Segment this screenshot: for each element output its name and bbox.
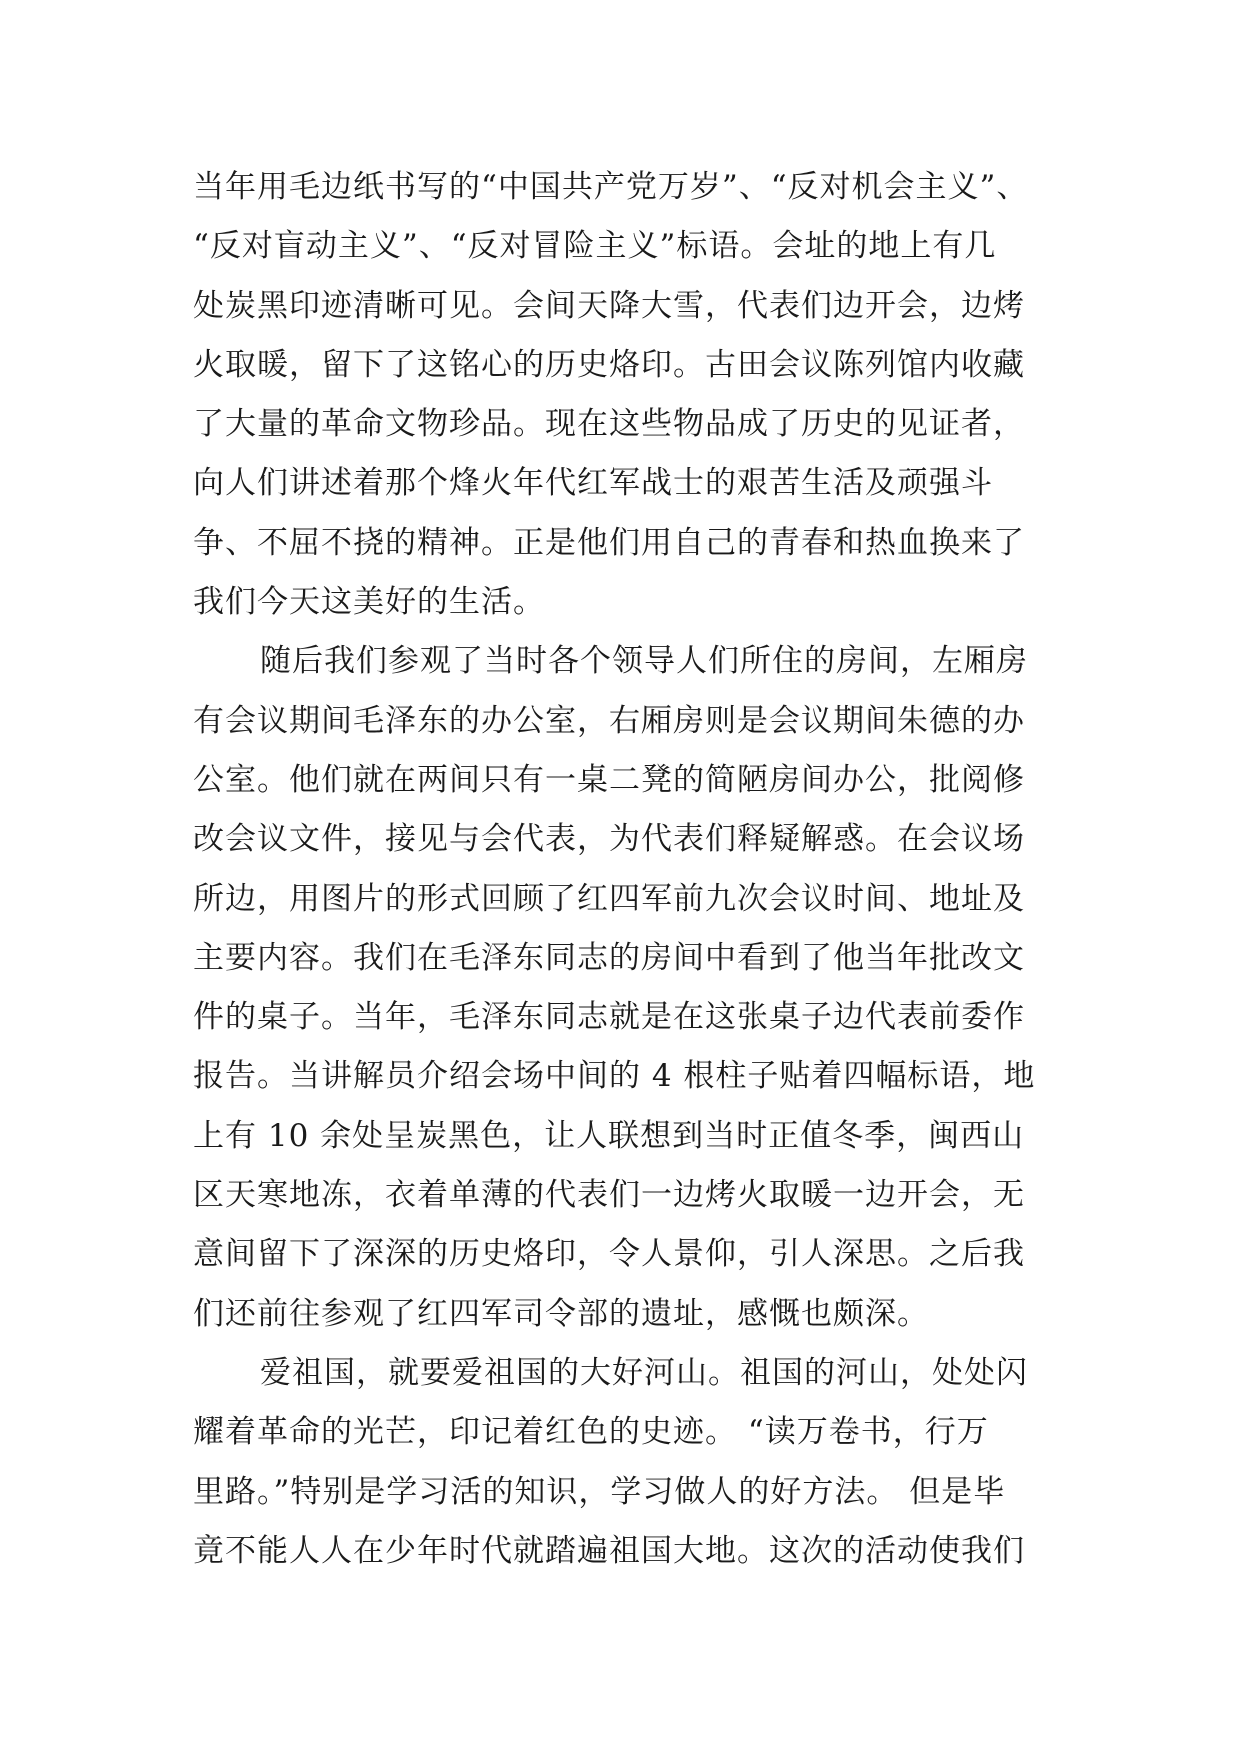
paragraph-first-line: 爱祖国，就要爱祖国的大好河山。祖国的河山，处处闪 — [260, 1354, 1028, 1391]
text-line: 公室。他们就在两间只有一桌二凳的简陋房间办公，批阅修 — [193, 761, 1025, 798]
body-text — [193, 158, 1053, 1581]
text-line: 竟不能人人在少年时代就踏遍祖国大地。这次的活动使我们 — [193, 1532, 1025, 1569]
text-line: 所边，用图片的形式回顾了红四军前九次会议时间、地址及 — [193, 880, 1025, 917]
text-line: 改会议文件，接见与会代表，为代表们释疑解惑。在会议场 — [193, 821, 1025, 858]
text-line: 火取暖，留下了这铭心的历史烙印。古田会议陈列馆内收藏 — [193, 346, 1025, 383]
text-line: 有会议期间毛泽东的办公室，右厢房则是会议期间朱德的办 — [193, 702, 1025, 739]
text-line: 们还前往参观了红四军司令部的遗址，感慨也颇深。 — [193, 1295, 929, 1332]
text-line: 件的桌子。当年，毛泽东同志就是在这张桌子边代表前委作 — [193, 999, 1025, 1036]
paragraph-first-line: 随后我们参观了当时各个领导人们所住的房间，左厢房 — [260, 643, 1028, 680]
text-line: 报告。当讲解员介绍会场中间的 4 根柱子贴着四幅标语，地 — [193, 1058, 1036, 1095]
text-line: 上有 10 余处呈炭黑色，让人联想到当时正值冬季，闽西山 — [193, 1117, 1025, 1154]
text-line: 区天寒地冻，衣着单薄的代表们一边烤火取暖一边开会，无 — [193, 1177, 1025, 1214]
text-line: 当年用毛边纸书写的“中国共产党万岁”、“反对机会主义”、 — [193, 169, 1029, 205]
text-line: 意间留下了深深的历史烙印，令人景仰，引人深思。之后我 — [193, 1236, 1025, 1273]
text-line: 我们今天这美好的生活。 — [193, 584, 545, 621]
text-line: 处炭黑印迹清晰可见。会间天降大雪，代表们边开会，边烤 — [193, 287, 1025, 324]
text-line: 耀着革命的光芒，印记着红色的史迹。 “读万卷书，行万 — [193, 1414, 989, 1451]
text-line: 争、不屈不挠的精神。正是他们用自己的青春和热血换来了 — [193, 524, 1025, 561]
text-line: 主要内容。我们在毛泽东同志的房间中看到了他当年批改文 — [193, 939, 1025, 976]
text-line: 向人们讲述着那个烽火年代红军战士的艰苦生活及顽强斗 — [193, 465, 993, 502]
text-line: “反对盲动主义”、“反对冒险主义”标语。会址的地上有几 — [193, 228, 997, 265]
text-line: 了大量的革命文物珍品。现在这些物品成了历史的见证者， — [193, 406, 1025, 443]
text-line: 里路。”特别是学习活的知识，学习做人的好方法。 但是毕 — [193, 1473, 1006, 1510]
